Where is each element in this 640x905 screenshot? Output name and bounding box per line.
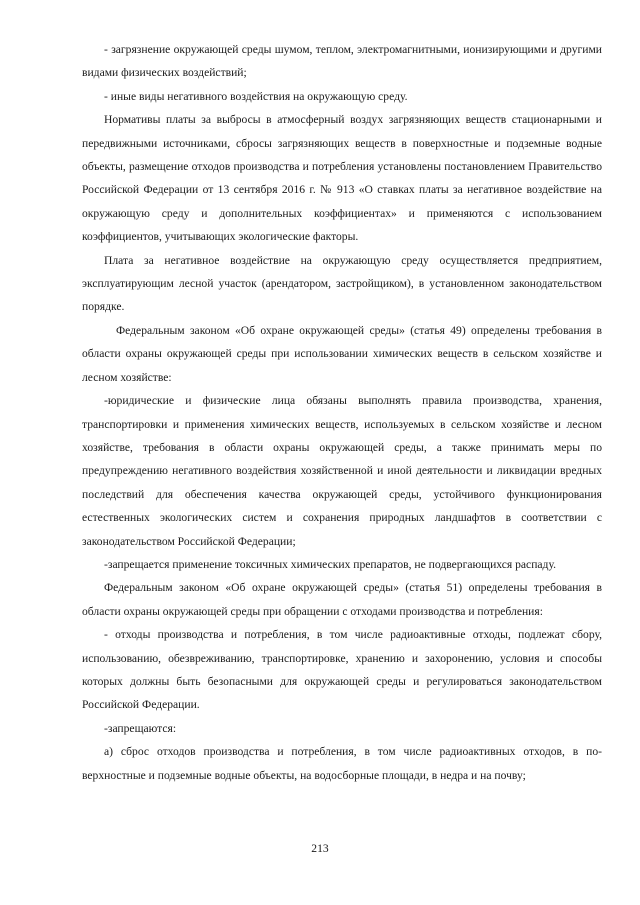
paragraph-other-impacts: - иные виды негативного воздействия на окружающую среду. bbox=[104, 89, 408, 103]
paragraph-discharge-ban: а) сброс отходов производства и потребления, в том числе радиоактивных отходов, в поверхностные и подземные водные объекты, на водосборные площади, в недра и на почву; bbox=[82, 745, 602, 782]
paragraph-chemical-obligations: -юридические и физические лица обязаны выполнять правила производства, хранения, транспортировки и применения химических веществ, используемых в сельском хозяйстве и лесном хозяйстве, требования в области охраны окружающей среды, а также принимать меры по предупреждению негативного воздействия хозяйственной и иной деятельности и ликвидации вредных последствий для обеспечения качества окружающей среды, устойчивого функционирования естественных экологических систем и сохранения природных ландшафтов в соответствии с законодательством Российской Федерации; bbox=[82, 394, 602, 548]
page-number: 213 bbox=[311, 842, 329, 855]
document-body bbox=[82, 38, 602, 787]
paragraph-article-51: Федеральным законом «Об охране окружающей среды» (статья 51) определены требования в области охраны окружающей среды при обращении с отходами производства и потребления: bbox=[82, 581, 602, 618]
paragraph-payment-standards: Нормативы платы за выбросы в атмосферный воздух загрязняющих веществ стационарными и передвижными источниками, сбросы загрязняющих веществ в поверхностные и подземные водные объекты, размещение отходов производства и потребления установлены постановлением Правительство Российской Федерации от 13 сентября 2016 г. № 913 «О ставках платы за негативное воздействие на окружающую среду и дополнительных коэффициентах» и применяются с использованием коэффициентов, учитывающих экологические факторы. bbox=[82, 113, 602, 244]
paragraph-physical-impacts: - загрязнение окружающей среды шумом, теплом, электромагнитными, ионизирующими и другими видами физических воздействий; bbox=[82, 43, 602, 80]
paragraph-prohibited: -запрещаются: bbox=[104, 721, 177, 735]
paragraph-waste-handling: - отходы производства и потребления, в том числе радиоактивные отходы, подлежат сбору, использованию, обезвреживанию, транспортировке, хранению и захоронению, условия и способы которых должны быть безопасными для окружающей среды и регулироваться законодательством Российской Федерации. bbox=[82, 628, 602, 712]
paragraph-toxic-ban: -запрещается применение токсичных химических препаратов, не подвергающихся распаду. bbox=[104, 557, 556, 571]
paragraph-article-49: Федеральным законом «Об охране окружающей среды» (статья 49) определены требования в области охраны окружающей среды при использовании химических веществ в сельском хозяйстве и лесном хозяйстве: bbox=[82, 323, 602, 384]
paragraph-payment-procedure: Плата за негативное воздействие на окружающую среду осуществляется предприятием, эксплуатирующим лесной участок (арендатором, застройщиком), в установленном законодательством порядке. bbox=[82, 253, 602, 314]
